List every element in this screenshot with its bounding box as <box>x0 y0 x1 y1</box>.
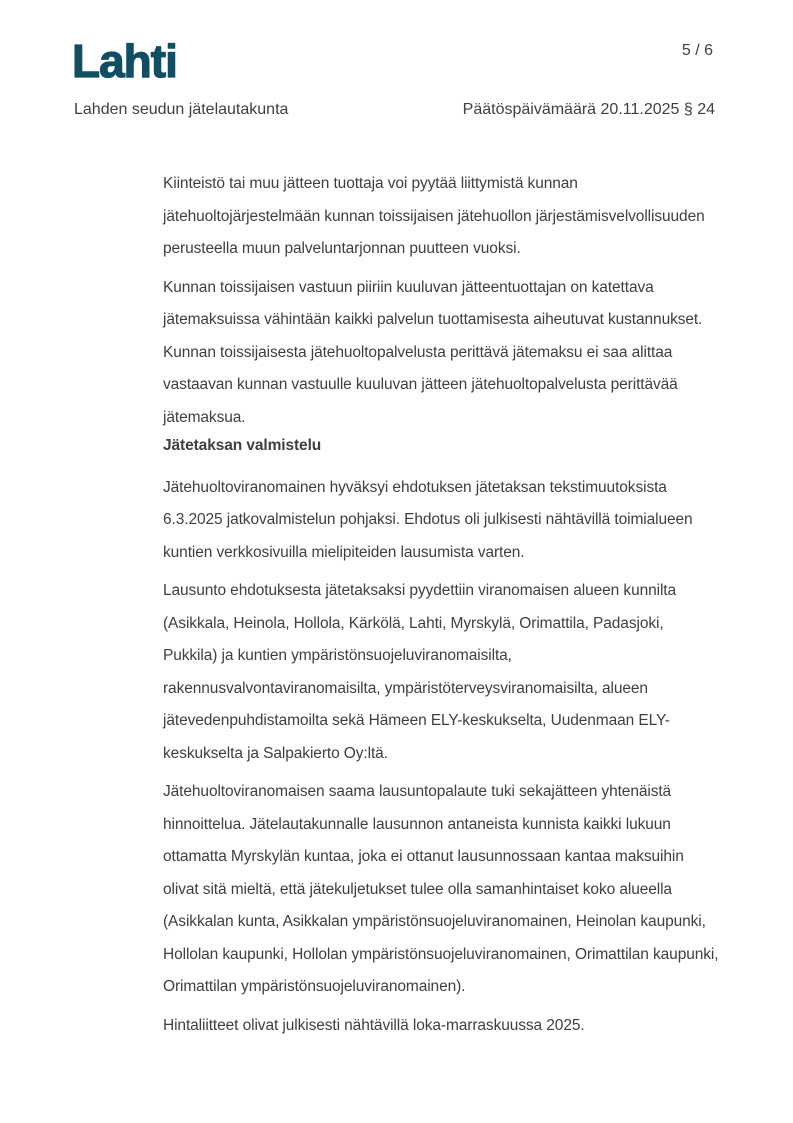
section-heading-jatetaksan-valmistelu: Jätetaksan valmistelu <box>163 437 322 454</box>
document-body <box>163 168 719 1048</box>
paragraph-statement-feedback: Jätehuoltoviranomaisen saama lausuntopalaute tuki sekajätteen yhtenäistä hinnoittelua. Jätelautakunnalle lausunnon antaneista kunnista kaikki lukuun ottamatta Myrskylän kuntaa, joka ei ottanut lausunnossaan kantaa maksuihin olivat sitä mieltä, että jätekuljetukset tulee olla samanhintaiset koko alueella (Asikkalan kunta, Asikkalan ympäristönsuojeluviranomainen, Heinolan kaupunki, Hollolan kaupunki, Hollolan ympäristönsuojeluviranomainen, Orimattilan kaupunki, Orimattilan ympäristönsuojeluviranomainen). <box>163 783 719 995</box>
paragraph-statement-requests: Lausunto ehdotuksesta jätetaksaksi pyydettiin viranomaisen alueen kunnilta (Asikkala, Heinola, Hollola, Kärkölä, Lahti, Myrskylä, Orimattila, Padasjoki, Pukkila) ja kuntien ympäristönsuojeluviranomaisilta, rakennusvalvontaviranomaisilta, ympäristöterveysviranomaisilta, alueen jätevedenpuhdistamoilta sekä Hämeen ELY-keskukselta, Uudenmaan ELY-keskukselta ja Salpakierto Oy:ltä. <box>163 582 677 762</box>
paragraph-secondary-waste-request: Kiinteistö tai muu jätteen tuottaja voi pyytää liittymistä kunnan jätehuoltojärjestelmään kunnan toissijaisen jätehuollon järjestämisvelvollisuuden perusteella muun palveluntarjonnan puutteen vuoksi. <box>163 175 705 257</box>
header-organization: Lahden seudun jätelautakunta <box>74 101 289 118</box>
lahti-logo: Lahti <box>72 35 177 87</box>
paragraph-proposal-approval: Jätehuoltoviranomainen hyväksyi ehdotuksen jätetaksan tekstimuutoksista 6.3.2025 jatkovalmistelun pohjaksi. Ehdotus oli julkisesti nähtävillä toimialueen kuntien verkkosivuilla mielipiteiden lausumista varten. <box>163 478 693 561</box>
paragraph-price-annexes: Hintaliitteet olivat julkisesti nähtävillä loka-marraskuussa 2025. <box>163 1016 585 1034</box>
page-number: 5 / 6 <box>681 42 713 59</box>
header-decision-date: Päätöspäivämäärä 20.11.2025 § 24 <box>462 101 715 118</box>
document-header-row <box>74 101 715 119</box>
paragraph-cost-coverage: Kunnan toissijaisen vastuun piiriin kuuluvan jätteentuottajan on katettava jätemaksuissa vähintään kaikki palvelun tuottamisesta aiheutuvat kustannukset. Kunnan toissijaisesta jätehuoltopalvelusta perittävä jätemaksu ei saa alittaa vastaavan kunnan vastuulle kuuluvan jätteen jätehuoltopalvelusta perittävää jätemaksua. <box>163 278 703 426</box>
